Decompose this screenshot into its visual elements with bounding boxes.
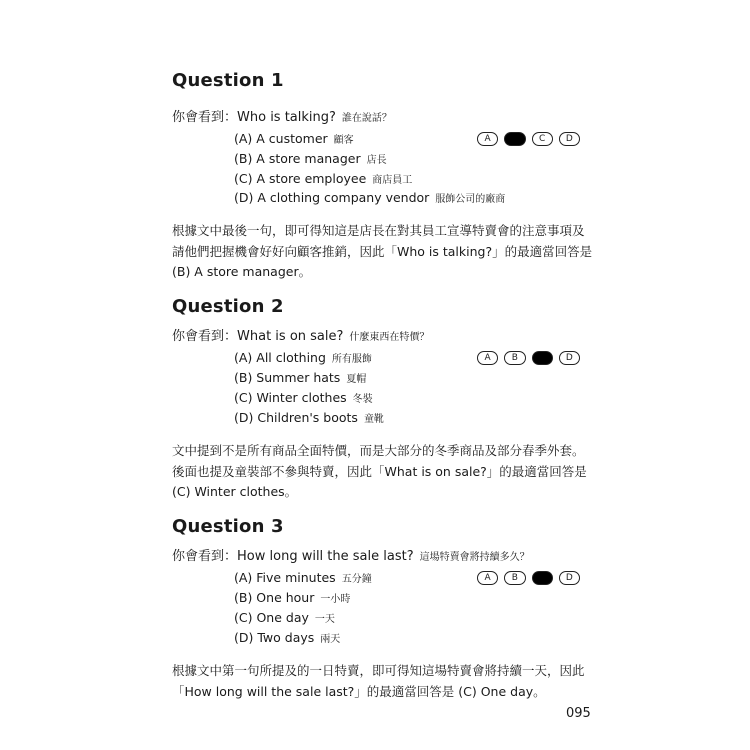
- option-text: (B) Summer hats: [234, 370, 341, 385]
- question-3-answer-bubbles: [477, 571, 580, 585]
- option-translation: 冬裝: [352, 394, 373, 405]
- option-translation: 童靴: [363, 414, 384, 425]
- option-text: (D) Children's boots: [234, 410, 358, 425]
- option-translation: 一小時: [320, 594, 351, 605]
- prompt-english: Who is talking?: [237, 110, 336, 125]
- answer-bubble-b: B: [504, 132, 525, 146]
- answer-bubble-c: C: [532, 351, 553, 365]
- question-2-explanation: [172, 441, 592, 503]
- option-translation: 商店員工: [372, 175, 413, 186]
- option-translation: 顧客: [333, 135, 354, 146]
- option-translation: 店長: [366, 155, 387, 166]
- explanation-line: 根據文中第一句所提及的一日特賣，即可得知這場特賣會將持續一天，因此: [172, 663, 585, 678]
- explanation-line: 請他們把握機會好好向顧客推銷，因此「Who is talking?」的最適當回答是: [172, 243, 593, 259]
- option-text: (A) All clothing: [234, 350, 326, 365]
- question-3-title: Question 3: [172, 516, 284, 537]
- question-2-option-a: [234, 350, 372, 365]
- page-number: 095: [566, 706, 591, 721]
- question-1-option-c: [234, 171, 412, 186]
- option-translation: 五分鐘: [341, 574, 372, 585]
- option-text: (B) One hour: [234, 590, 315, 605]
- question-2-option-d: [234, 410, 384, 425]
- answer-bubble-d: D: [559, 571, 580, 585]
- question-3-prompt: [172, 545, 530, 564]
- explanation-line: (B) A store manager。: [172, 264, 312, 279]
- question-3-option-b: [234, 590, 350, 605]
- answer-bubble-b: B: [504, 351, 525, 365]
- option-text: (A) A customer: [234, 131, 328, 146]
- prompt-label: 你會看到：: [172, 549, 238, 564]
- question-2-title: Question 2: [172, 296, 284, 317]
- option-translation: 夏帽: [346, 374, 367, 385]
- option-text: (C) Winter clothes: [234, 390, 347, 405]
- question-3-option-c: [234, 610, 335, 625]
- question-2-prompt: [172, 325, 429, 344]
- option-text: (C) A store employee: [234, 171, 367, 186]
- answer-bubble-c: C: [532, 132, 553, 146]
- question-3-explanation: [172, 661, 592, 702]
- prompt-english: What is on sale?: [237, 329, 344, 344]
- question-1-explanation: [172, 221, 592, 283]
- explanation-line: 文中提到不是所有商品全面特價，而是大部分的冬季商品及部分春季外套。: [172, 443, 585, 458]
- option-text: (C) One day: [234, 610, 309, 625]
- explanation-line: 根據文中最後一句，即可得知這是店長在對其員工宣導特賣會的注意事項及: [172, 223, 585, 238]
- prompt-chinese: 誰在說話？: [341, 113, 392, 124]
- explanation-line: 「How long will the sale last?」的最適當回答是 (C) One day。: [172, 683, 546, 699]
- question-2-answer-bubbles: [477, 351, 580, 365]
- option-text: (B) A store manager: [234, 151, 361, 166]
- question-1-title: Question 1: [172, 70, 284, 91]
- answer-bubble-a: A: [477, 351, 498, 365]
- option-text: (D) A clothing company vendor: [234, 190, 430, 205]
- question-1-option-b: [234, 151, 387, 166]
- question-1-prompt: [172, 106, 392, 125]
- prompt-chinese: 什麼東西在特價？: [349, 332, 430, 343]
- option-text: (A) Five minutes: [234, 570, 336, 585]
- option-translation: 一天: [314, 614, 335, 625]
- question-1-option-a: [234, 131, 354, 146]
- explanation-line: (C) Winter clothes。: [172, 484, 298, 499]
- explanation-line: 後面也提及童裝部不參與特賣，因此「What is on sale?」的最適當回答是: [172, 463, 587, 479]
- prompt-chinese: 這場特賣會將持續多久？: [419, 552, 530, 563]
- option-translation: 兩天: [320, 634, 341, 645]
- option-translation: 所有服飾: [331, 354, 372, 365]
- question-1-option-d: [234, 190, 505, 205]
- prompt-label: 你會看到：: [172, 110, 238, 125]
- answer-bubble-b: B: [504, 571, 525, 585]
- question-3-option-d: [234, 630, 340, 645]
- question-3-option-a: [234, 570, 372, 585]
- option-translation: 服飾公司的廠商: [435, 194, 506, 205]
- option-text: (D) Two days: [234, 630, 315, 645]
- prompt-label: 你會看到：: [172, 329, 238, 344]
- question-1-answer-bubbles: [477, 132, 580, 146]
- answer-bubble-c: C: [532, 571, 553, 585]
- answer-bubble-a: A: [477, 132, 498, 146]
- answer-bubble-d: D: [559, 351, 580, 365]
- answer-bubble-a: A: [477, 571, 498, 585]
- prompt-english: How long will the sale last?: [237, 549, 414, 564]
- question-2-option-b: [234, 370, 366, 385]
- answer-bubble-d: D: [559, 132, 580, 146]
- question-2-option-c: [234, 390, 373, 405]
